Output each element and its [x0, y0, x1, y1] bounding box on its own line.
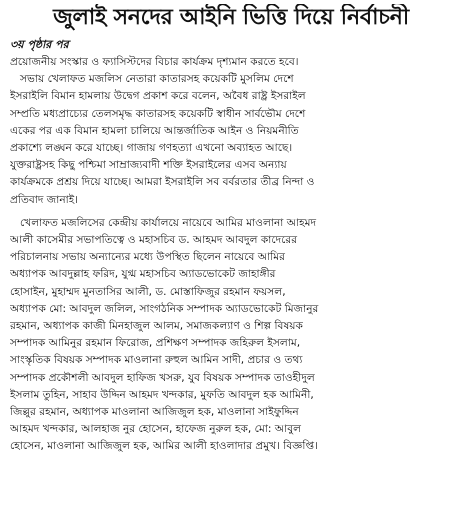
text-line: একের পর এক বিমান হামলা চালিয়ে আন্তর্জাতিক আইন ও নিয়মনীতি	[10, 124, 299, 137]
text-line: ইসরাইলি বিমান হামলায় উদ্বেগ প্রকাশ করে বলেন, অবৈধ রাষ্ট্র ইসরাইল	[10, 90, 306, 103]
text-line: অধ্যাপক মো: আবদুল জলিল, সাংগঠনিক সম্পাদক অ্যাডভোকেট মিজানুর	[10, 302, 319, 315]
text-line: কার্যক্রমকে প্রশ্রয় দিয়ে যাচ্ছে। আমরা ইসরাইলি সব বর্বরতার তীব্র নিন্দা ও	[10, 176, 315, 189]
text-line: আলী কাসেমীর সভাপতিত্বে ও মহাসচিব ড. আহমদ আবদুল কাদেরের	[10, 234, 298, 247]
text-line: প্রকাশ্যে লঙ্ঘন করে যাচ্ছে। গাজায় গণহত্যা এখনো অব্যাহত আছে।	[10, 142, 293, 155]
text-line: জিল্লুর রহমান, অধ্যাপক মাওলানা আজিজুল হক, মাওলানা সাইফুদ্দিন	[10, 406, 299, 419]
text-line: সভায় খেলাফত মজলিস নেতারা কাতারসহ কয়েকটি মুসলিম দেশে	[20, 73, 294, 86]
continued-from-label: ৩য় পৃষ্ঠার পর	[10, 38, 69, 51]
text-line: সম্পাদক আমিনুর রহমান ফিরোজ, প্রশিক্ষণ সম্পাদক জহিরুল ইসলাম,	[10, 337, 301, 350]
text-line: আহমদ খন্দকার, আলহাজ নুর হোসেন, হাফেজ নুরুল হক, মো: আবুল	[10, 423, 301, 436]
paragraph-2	[10, 215, 452, 456]
text-line: খেলাফত মজলিসের কেন্দ্রীয় কার্যালয়ে নায়েবে আমির মাওলানা আহমদ	[20, 216, 317, 229]
text-line: রহমান, অধ্যাপক কাজী মিনহাজুল আলম, সমাজকল্যাণ ও শিল্প বিষয়ক	[10, 320, 303, 333]
text-line: প্রতিবাদ জানাই।	[10, 193, 79, 206]
text-line: সম্প্রতি মধ্যপ্রাচ্যের তেলসমৃদ্ধ কাতারসহ কয়েকটি স্বাধীন সার্বভৌম দেশে	[10, 107, 306, 120]
paragraph-1	[10, 54, 452, 209]
text-line: ইসলাম তুহিন, সাহাব উদ্দিন আহমদ খন্দকার, মুফতি আবদুল হক আমিনী,	[10, 388, 314, 401]
headline: জুলাই সনদের আইনি ভিত্তি দিয়ে নির্বাচনী	[53, 5, 409, 30]
text-line: পরিচালনায় সভায় অন্যান্যের মধ্যে উপস্থিত ছিলেন নায়েবে আমির	[10, 251, 285, 264]
text-line: অধ্যাপক আবদুল্লাহ ফরিদ, যুগ্ম মহাসচিব অ্যাডভোকেট জাহাঙ্গীর	[10, 268, 276, 281]
text-line: সাংস্কৃতিক বিষয়ক সম্পাদক মাওলানা রুহুল আমিন সাদী, প্রচার ও তথ্য	[10, 354, 303, 367]
text-line: সম্পাদক প্রকৌশলী আবদুল হাফিজ খসরু, যুব বিষয়ক সম্পাদক তাওহীদুল	[10, 371, 315, 384]
text-line: যুক্তরাষ্ট্রসহ কিছু পশ্চিমা সাম্রাজ্যবাদী শক্তি ইসরাইলের এসব অন্যায়	[10, 159, 287, 172]
text-line: হোসাইন, মুহাম্মদ মুনতাসির আলী, ড. মোস্তাফিজুর রহমান ফয়সল,	[10, 285, 286, 298]
text-line: হোসেন, মাওলানা আজিজুল হক, আমির আলী হাওলাদার প্রমুখ। বিজ্ঞপ্তি।	[10, 440, 318, 453]
text-line: প্রয়োজনীয় সংস্কার ও ফ্যাসিস্টদের বিচার কার্যক্রম দৃশ্যমান করতে হবে।	[10, 56, 299, 68]
